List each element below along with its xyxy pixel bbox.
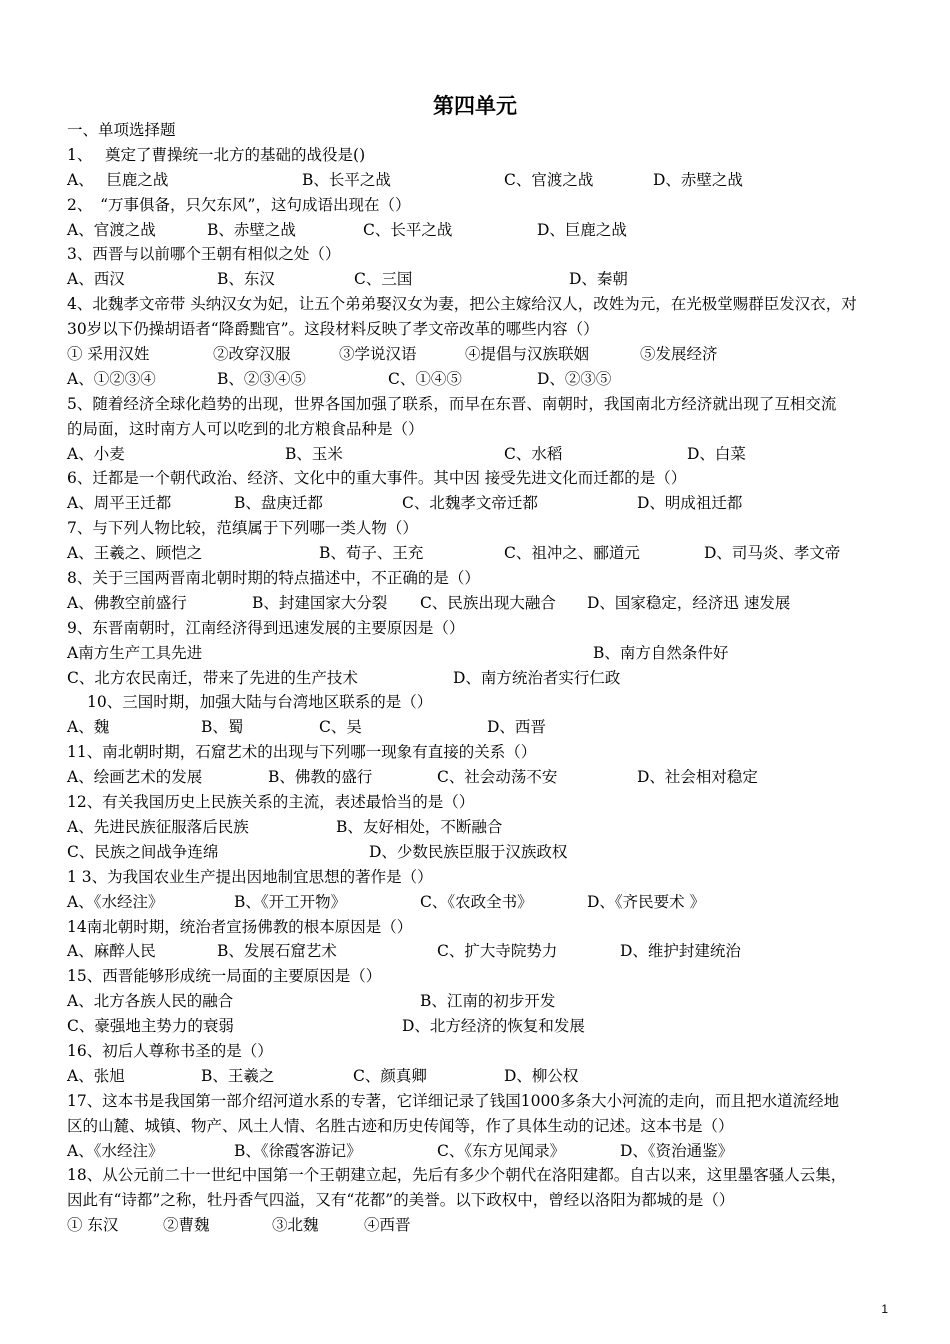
option-c: C、《农政全书》: [420, 892, 533, 911]
option-b: B、长平之战: [302, 170, 391, 189]
item-1: ① 东汉: [67, 1216, 119, 1235]
option-d: D、北方经济的恢复和发展: [402, 1017, 585, 1036]
option-b: B、佛教的盛行: [268, 768, 373, 787]
item-5: ⑤发展经济: [640, 345, 718, 364]
question-5-stem-cont: 的局面，这时南方人可以吃到的北方粮食品种是（）: [67, 419, 424, 438]
option-a: A、先进民族征服落后民族: [67, 817, 249, 836]
question-4-options: [67, 367, 887, 392]
option-c: C、北方农民南迁，带来了先进的生产技术: [67, 668, 358, 687]
question-1-options: [67, 168, 887, 193]
question-10-options: [67, 715, 887, 740]
question-18-items: [67, 1213, 887, 1238]
question-5-stem: 5、随着经济全球化趋势的出现，世界各国加强了联系，而早在东晋、南朝时，我国南北方经济就出现了互相交流: [67, 394, 837, 413]
question-12-options-cd: [67, 840, 887, 865]
question-14-options: [67, 939, 887, 964]
option-d: D、司马炎、孝文帝: [704, 544, 841, 563]
option-d: D、巨鹿之战: [537, 220, 627, 239]
option-d: D、维护封建统治: [620, 942, 741, 961]
option-a: A、《水经注》: [67, 1141, 164, 1160]
option-a: A、麻醉人民: [67, 942, 156, 961]
option-c: C、水稻: [504, 444, 563, 463]
question-12-options-ab: [67, 815, 887, 840]
option-b: B、王羲之: [201, 1066, 275, 1085]
option-b: B、荀子、王充: [319, 544, 424, 563]
option-a: A、小麦: [67, 444, 125, 463]
question-2-stem: 2、 “万事俱备，只欠东风”，这句成语出现在（）: [67, 195, 411, 214]
option-d: D、国家稳定，经济迅 速发展: [587, 593, 791, 612]
option-d: D、南方统治者实行仁政: [453, 668, 621, 687]
question-17-stem-cont: 区的山麓、城镇、物产、风土人情、名胜古迹和历史传闻等，作了具体生动的记述。这本书是（）: [67, 1116, 734, 1135]
option-a: A、官渡之战: [67, 220, 156, 239]
option-c: C、北魏孝文帝迁都: [402, 494, 538, 513]
option-b: B、江南的初步开发: [420, 992, 556, 1011]
option-b: B、封建国家大分裂: [252, 593, 388, 612]
option-c: C、官渡之战: [504, 170, 594, 189]
question-13-stem: 1 3、为我国农业生产提出因地制宜思想的著作是（）: [67, 867, 433, 886]
option-c: C、扩大寺院势力: [437, 942, 558, 961]
option-a: A、绘画艺术的发展: [67, 768, 203, 787]
option-c: C、豪强地主势力的衰弱: [67, 1017, 234, 1036]
question-7-options: [67, 541, 887, 566]
option-b: B、蜀: [201, 718, 244, 737]
item-2: ②曹魏: [163, 1216, 210, 1235]
option-c: C、《东方见闻录》: [437, 1141, 566, 1160]
option-a: A、 巨鹿之战: [67, 170, 169, 189]
option-b: B、东汉: [217, 270, 275, 289]
question-14-stem: 14南北朝时期，统治者宣扬佛教的根本原因是（）: [67, 917, 413, 936]
page-title: 第四单元: [433, 94, 517, 118]
option-d: D、明成祖迁都: [637, 494, 743, 513]
option-a: A、①②③④: [67, 369, 156, 388]
option-c: C、三国: [354, 270, 413, 289]
question-1-stem: 1、 奠定了曹操统一北方的基础的战役是(): [67, 145, 366, 164]
option-b: B、发展石窟艺术: [217, 942, 337, 961]
option-a: A、西汉: [67, 270, 125, 289]
option-b: B、盘庚迁都: [234, 494, 323, 513]
option-d: D、《资治通鉴》: [620, 1141, 734, 1160]
question-16-options: [67, 1064, 887, 1089]
item-2: ②改穿汉服: [213, 345, 291, 364]
option-c: C、①④⑤: [388, 369, 462, 388]
question-18-stem: 18、从公元前二十一世纪中国第一个王朝建立起，先后有多少个朝代在洛阳建都。自古以来，这里墨客骚人云集，: [67, 1166, 847, 1185]
question-6-stem: 6、迁都是一个朝代政治、经济、文化中的重大事件。其中因 接受先进文化而迁都的是（）: [67, 469, 687, 488]
item-4: ④西晋: [364, 1216, 411, 1235]
item-1: ① 采用汉姓: [67, 345, 150, 364]
option-b: B、友好相处，不断融合: [336, 817, 503, 836]
question-15-stem: 15、西晋能够形成统一局面的主要原因是（）: [67, 967, 382, 986]
option-d: D、少数民族臣服于汉族政权: [369, 842, 568, 861]
question-10-stem: 10、三国时期，加强大陆与台湾地区联系的是（）: [87, 693, 433, 712]
option-a: A、王羲之、顾恺之: [67, 544, 203, 563]
option-c: C、民族出现大融合: [420, 593, 556, 612]
option-b: B、《开工开物》: [234, 892, 347, 911]
question-4-stem-cont: 30岁以下仍操胡语者“降爵黜官”。这段材料反映了孝文帝改革的哪些内容（）: [67, 320, 599, 339]
question-4-items: [67, 342, 887, 367]
option-b: B、赤壁之战: [207, 220, 296, 239]
option-b: B、玉米: [285, 444, 343, 463]
option-a: A南方生产工具先进: [67, 643, 203, 662]
question-3-stem: 3、西晋与以前哪个王朝有相似之处（）: [67, 245, 341, 264]
question-list: [67, 118, 887, 1238]
option-c: C、长平之战: [363, 220, 453, 239]
question-15-options-cd: [67, 1014, 887, 1039]
option-b: B、《徐霞客游记》: [234, 1141, 362, 1160]
section-heading: 一、单项选择题: [67, 121, 176, 139]
question-7-stem: 7、与下列人物比较，范缜属于下列哪一类人物（）: [67, 519, 418, 538]
option-c: C、社会动荡不安: [437, 768, 558, 787]
option-a: A、张旭: [67, 1066, 125, 1085]
option-c: C、颜真卿: [353, 1066, 427, 1085]
question-12-stem: 12、有关我国历史上民族关系的主流，表述最恰当的是（）: [67, 793, 475, 812]
option-c: C、祖冲之、郦道元: [504, 544, 640, 563]
page-number: 1: [881, 1302, 888, 1316]
question-15-options-ab: [67, 989, 887, 1014]
option-a: A、北方各族人民的融合: [67, 992, 234, 1011]
item-4: ④提倡与汉族联姻: [465, 345, 590, 364]
option-d: D、秦朝: [569, 270, 628, 289]
option-a: A、佛教空前盛行: [67, 593, 187, 612]
option-d: D、赤壁之战: [653, 170, 743, 189]
option-c: C、吴: [319, 718, 362, 737]
question-6-options: [67, 491, 887, 516]
question-5-options: [67, 442, 887, 467]
question-2-options: [67, 218, 887, 243]
question-17-stem: 17、这本书是我国第一部介绍河道水系的专著，它详细记录了钱国1000多条大小河流的走向，而且把水道流经地: [67, 1091, 840, 1110]
option-b: B、南方自然条件好: [593, 643, 729, 662]
question-4-stem: 4、北魏孝文帝带 头纳汉女为妃，让五个弟弟娶汉女为妻，把公主嫁给汉人，改姓为元，在光极堂赐群臣发汉衣，对: [67, 295, 857, 314]
option-d: D、白菜: [687, 444, 746, 463]
option-a: A、周平王迁都: [67, 494, 172, 513]
option-a: A、《水经注》: [67, 892, 164, 911]
question-9-options-cd: [67, 666, 887, 691]
question-11-options: [67, 765, 887, 790]
question-16-stem: 16、初后人尊称书圣的是（）: [67, 1041, 273, 1060]
question-11-stem: 11、南北朝时期，石窟艺术的出现与下列哪一现象有直接的关系（）: [67, 743, 537, 762]
option-d: D、②③⑤: [537, 369, 612, 388]
question-3-options: [67, 267, 887, 292]
question-17-options: [67, 1139, 887, 1164]
question-9-options-ab: [67, 641, 887, 666]
option-d: D、《齐民要术 》: [587, 892, 706, 911]
question-8-stem: 8、关于三国两晋南北朝时期的特点描述中，不正确的是（）: [67, 569, 480, 588]
option-d: D、西晋: [487, 718, 546, 737]
question-13-options: [67, 890, 887, 915]
option-d: D、柳公权: [504, 1066, 579, 1085]
option-b: B、②③④⑤: [217, 369, 306, 388]
item-3: ③学说汉语: [339, 345, 417, 364]
option-c: C、民族之间战争连绵: [67, 842, 219, 861]
question-8-options: [67, 591, 887, 616]
question-9-stem: 9、东晋南朝时，江南经济得到迅速发展的主要原因是（）: [67, 618, 465, 637]
option-a: A、魏: [67, 718, 110, 737]
option-d: D、社会相对稳定: [637, 768, 758, 787]
item-3: ③北魏: [272, 1216, 319, 1235]
question-18-stem-cont: 因此有“诗都”之称，牡丹香气四溢，又有“花都”的美誉。以下政权中，曾经以洛阳为都城的是（）: [67, 1191, 735, 1210]
